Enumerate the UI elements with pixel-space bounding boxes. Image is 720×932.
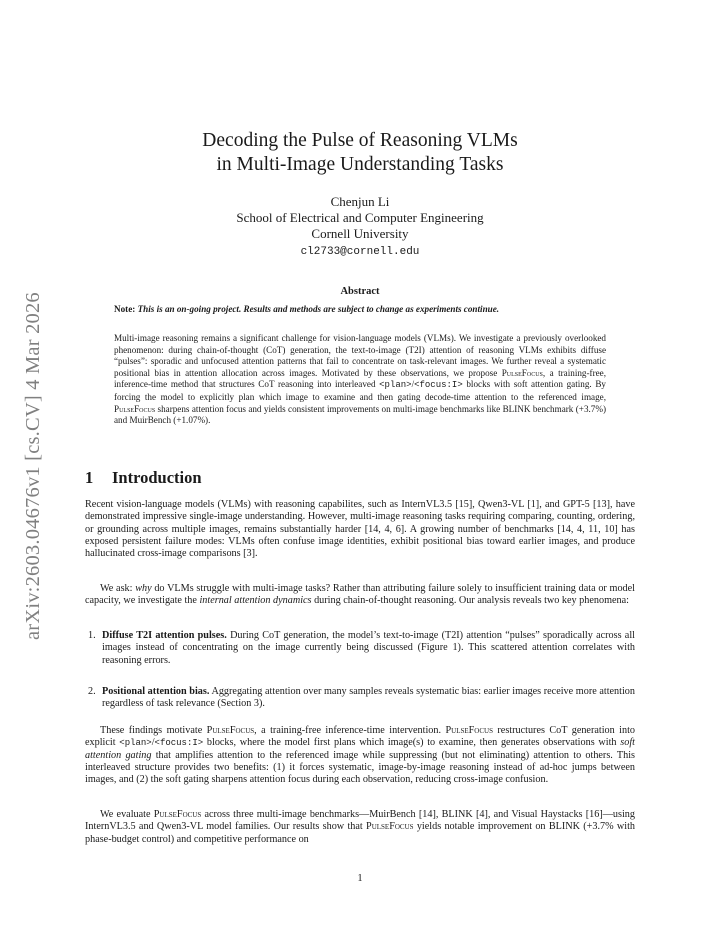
author-department: School of Electrical and Computer Engineering	[236, 210, 484, 225]
focus-tag: <focus:I>	[414, 380, 463, 391]
section-heading	[85, 468, 202, 488]
abstract-heading: Abstract	[340, 286, 380, 297]
note-label: Note:	[114, 304, 136, 314]
section-title: Introduction	[112, 468, 202, 487]
plan-tag: <plan>	[379, 380, 412, 391]
intro-paragraph-1: Recent vision-language models (VLMs) with reasoning capabilites, such as InternVL3.5 [15], Qwen3-VL [1], and GPT-5 [13], have demonstrated impressive single-image understanding. However, multi-image reasoning tasks requiring comparing, counting, ordering, or grounding across multiple images, remains substantially harder [14, 4, 6]. A growing number of benchmarks [14, 4, 11, 10] has exposed persistent failure modes: VLMs often confuse image identities, exhibit positional bias toward earlier images, and produce hallucinated cross-image comparisons [3].	[85, 499, 635, 560]
page-number: 1	[357, 873, 363, 884]
list-item-bold: Diffuse T2I attention pulses.	[102, 630, 227, 641]
author-university: Cornell University	[311, 226, 409, 241]
paper-title-line-2: in Multi-Image Understanding Tasks	[216, 154, 504, 175]
arxiv-identifier[interactable]: arXiv:2603.04676v1 [cs.CV] 4 Mar 2026	[22, 292, 44, 640]
author-email[interactable]: cl2733@cornell.edu	[300, 246, 420, 258]
abstract-note	[114, 304, 606, 316]
list-item-bold: Positional attention bias.	[102, 686, 210, 697]
note-text: This is an on-going project. Results and methods are subject to change as experiments continue.	[137, 304, 500, 314]
author-name: Chenjun Li	[330, 194, 390, 209]
method-name: PulseFocus	[114, 403, 156, 414]
paper-title-line-1: Decoding the Pulse of Reasoning VLMs	[202, 130, 518, 151]
method-name: PulseFocus	[501, 367, 543, 378]
intro-paragraph-4: We evaluate PulseFocus across three multi-image benchmarks—MuirBench [14], BLINK [4], and Visual Haystacks [16]—using InternVL3.5 and Qwen3-VL model families. Our results show that PulseFocus yields notable improvement on BLINK (+3.7% with phase-budget control) and competitive performance on	[85, 809, 635, 845]
abstract-body: Multi-image reasoning remains a significant challenge for vision-language models (VLMs). We investigate a previously overlooked phenomenon: during chain-of-thought (CoT) generation, the text-to-image (T2I) attention of reasoning VLMs exhibits diffuse “pulses”: sporadic and unfocused attention patterns that fail to concentrate on task-relevant images. We further reveal a systematic positional bias in attention allocation across images. Motivated by these observations, we propose PulseFocus, a training-free, inference-time method that structures CoT reasoning into interleaved <plan>/<focus:I> blocks with soft attention gating. By forcing the model to explicitly plan which image to examine and then gating decode-time attention to the referenced image, PulseFocus sharpens attention focus and yields consistent improvements on multi-image benchmarks like BLINK benchmark (+3.7%) and MuirBench (+1.07%).	[114, 333, 606, 426]
section-number: 1	[85, 468, 94, 487]
intro-paragraph-3: These findings motivate PulseFocus, a training-free inference-time intervention. PulseFocus restructures CoT generation into explicit <plan>/<focus:I> blocks, where the model first plans which image(s) to examine, then generates observations with soft attention gating that amplifies attention to the referenced image while suppressing (but not eliminating) attention to others. This interleaved structure provides two benefits: (1) it forces systematic, image-by-image reasoning instead of ad-hoc jumps between images, and (2) the soft gating sharpens attention focus during each observation, reducing cross-image confusion.	[85, 725, 635, 786]
list-item-number: 2.	[88, 686, 96, 697]
list-item-number: 1.	[88, 630, 96, 641]
paper-page: arXiv:2603.04676v1 [cs.CV] 4 Mar 2026 Decoding the Pulse of Reasoning VLMs in Multi-Image Understanding Tasks Chenjun Li School of Electrical and Computer Engineering Cornell University cl2733@cornell.edu Abstract Note: This is an on-going project. Results and methods are subject to change as experiments continue. Multi-image reasoning remains a significant challenge for vision-language models (VLMs). We investigate a previously overlooked phenomenon: during chain-of-thought (CoT) generation, the text-to-image (T2I) attention of reasoning VLMs exhibits diffuse “pulses”: sporadic and unfocused attention patterns that fail to concentrate on task-relevant images. We further reveal a systematic positional bias in attention allocation across images. Motivated by these observations, we propose PulseFocus, a training-free, inference-time method that structures CoT reasoning into interleaved <plan>/<focus:I> blocks with soft attention gating. By forcing the model to explicitly plan which image to examine and then gating decode-time attention to the referenced image, PulseFocus sharpens attention focus and yields consistent improvements on multi-image benchmarks like BLINK benchmark (+3.7%) and MuirBench (+1.07%). 1 Introduction Recent vision-language models (VLMs) with reasoning capabilites, such as InternVL3.5 [15], Qwen3-VL [1], and GPT-5 [13], have demonstrated impressive single-image understanding. However, multi-image reasoning tasks requiring comparing, counting, ordering, or grounding across multiple images, remains substantially harder [14, 4, 6]. A growing number of benchmarks [14, 4, 11, 10] has exposed persistent failure modes: VLMs often confuse image identities, exhibit positional bias toward earlier images, and produce hallucinated cross-image comparisons [3]. We ask: why do VLMs struggle with multi-image tasks? Rather than attributing failure solely to insufficient training data or model capacity, we investigate the internal attention dynamics during chain-of-thought reasoning. Our analysis reveals two key phenomena: 1. Diffuse T2I attention pulses. During CoT generation, the model’s text-to-image (T2I) attention “pulses” sporadically across all images instead of concentrating on the image currently being discussed (Figure 1). This scattered attention correlates with reasoning errors. 2. Positional attention bias. Aggregating attention over many samples reveals systematic bias: earlier images receive more attention regardless of task relevance (Section 3). These findings motivate PulseFocus, a training-free inference-time intervention. PulseFocus restructures CoT generation into explicit <plan>/<focus:I> blocks, where the model first plans which image(s) to examine, then generates observations with soft attention gating that amplifies attention to the referenced image while suppressing (but not eliminating) attention to others. This interleaved structure provides two benefits: (1) it forces systematic, image-by-image reasoning instead of ad-hoc jumps between images, and (2) the soft gating sharpens attention focus during each observation, reducing cross-image confusion. We evaluate PulseFocus across three multi-image benchmarks—MuirBench [14], BLINK [4], and Visual Haystacks [16]—using InternVL3.5 and Qwen3-VL model families. Our results show that PulseFocus yields notable improvement on BLINK (+3.7% with phase-budget control) and competitive performance on 1	[0, 0, 720, 932]
intro-paragraph-2: We ask: why do VLMs struggle with multi-image tasks? Rather than attributing failure solely to insufficient training data or model capacity, we investigate the internal attention dynamics during chain-of-thought reasoning. Our analysis reveals two key phenomena:	[85, 583, 635, 607]
